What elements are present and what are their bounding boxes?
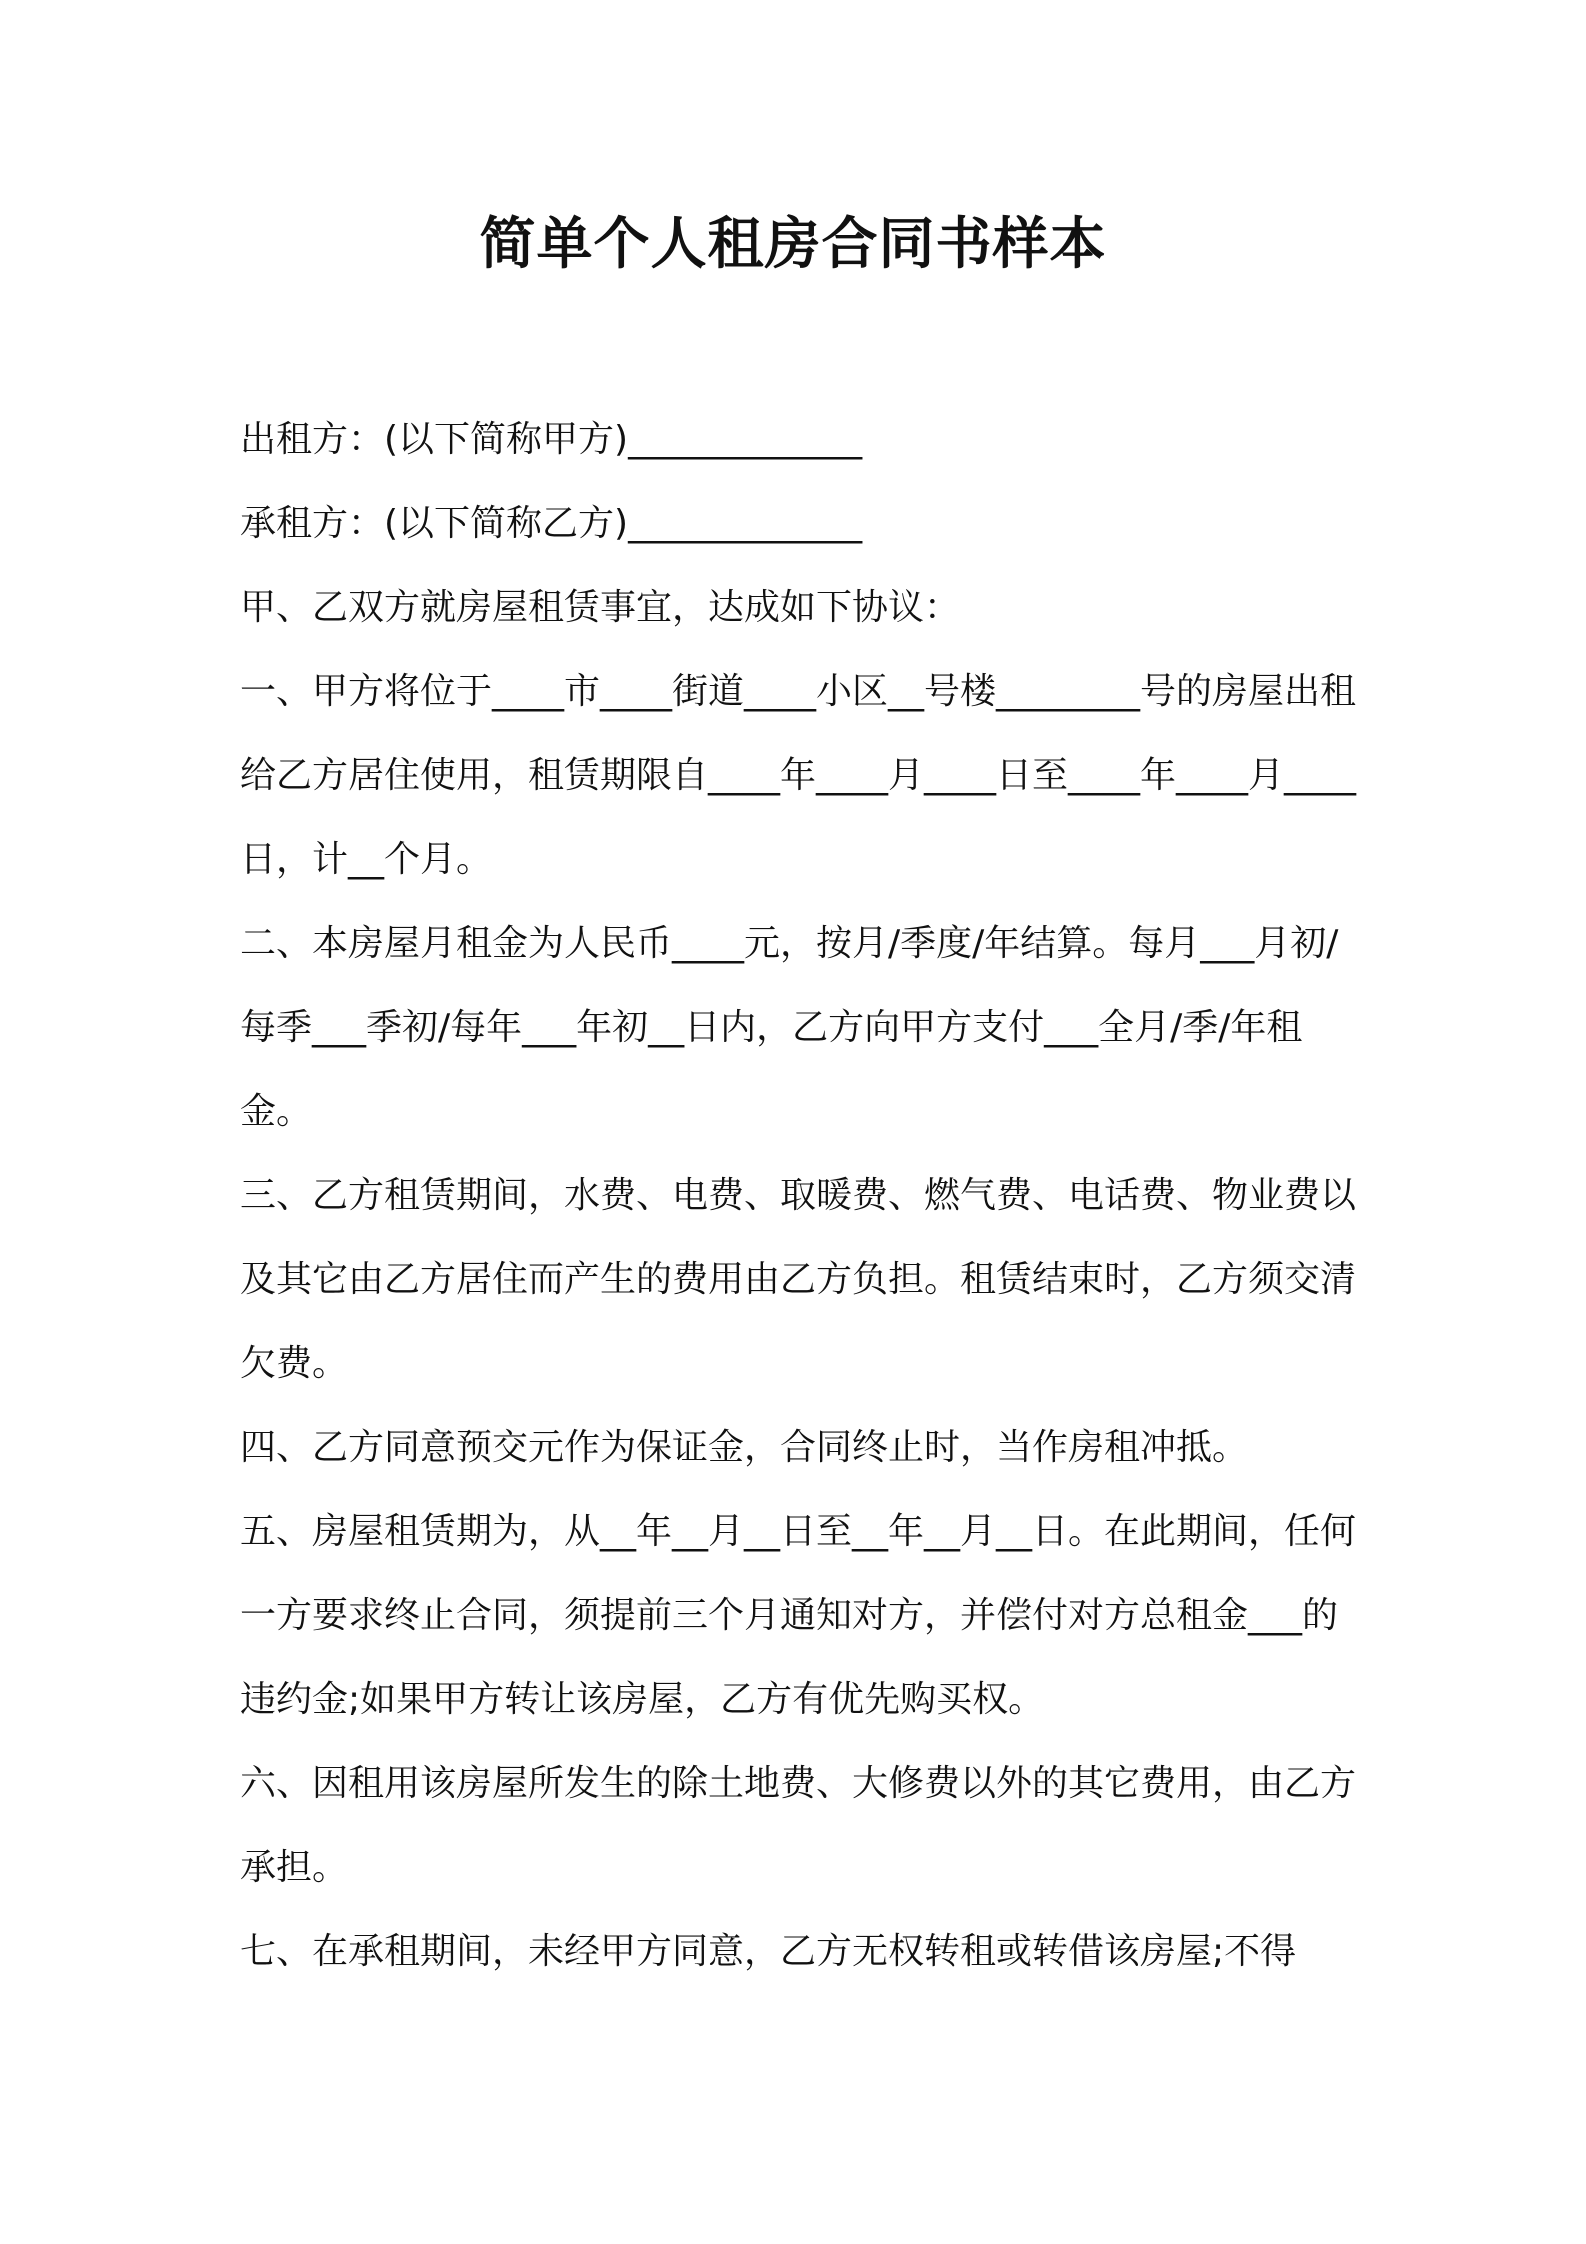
clause-1: 一、甲方将位于____市____街道____小区__号楼________号的房屋出租给乙方居住使用，租赁期限自____年____月____日至____年____月____日，计__个月。 [240,671,1357,880]
clause-5: 五、房屋租赁期为，从__年__月__日至__年__月__日。在此期间，任何一方要求终止合同，须提前三个月通知对方，并偿付对方总租金___的违约金;如果甲方转让该房屋，乙方有优先购买权。 [240,1511,1357,1720]
clause-4: 四、乙方同意预交元作为保证金，合同终止时，当作房租冲抵。 [240,1427,1249,1468]
clause-2: 二、本房屋月租金为人民币____元，按月/季度/年结算。每月___月初/每季___季初/每年___年初__日内，乙方向甲方支付___全月/季/年租金。 [240,923,1339,1132]
lessor-line: 出租方：(以下简称甲方)_____________ [240,419,863,460]
clause-6: 六、因租用该房屋所发生的除土地费、大修费以外的其它费用，由乙方承担。 [240,1763,1357,1888]
clause-3: 三、乙方租赁期间，水费、电费、取暖费、燃气费、电话费、物业费以及其它由乙方居住而产生的费用由乙方负担。租赁结束时，乙方须交清欠费。 [240,1175,1357,1384]
agreement-intro: 甲、乙双方就房屋租赁事宜，达成如下协议： [240,587,961,628]
lessee-line: 承租方：(以下简称乙方)_____________ [240,503,863,544]
document-title: 简单个人租房合同书样本 [479,212,1107,277]
clause-7: 七、在承租期间，未经甲方同意，乙方无权转租或转借该房屋;不得 [240,1931,1297,1972]
document-body [240,398,1360,1994]
